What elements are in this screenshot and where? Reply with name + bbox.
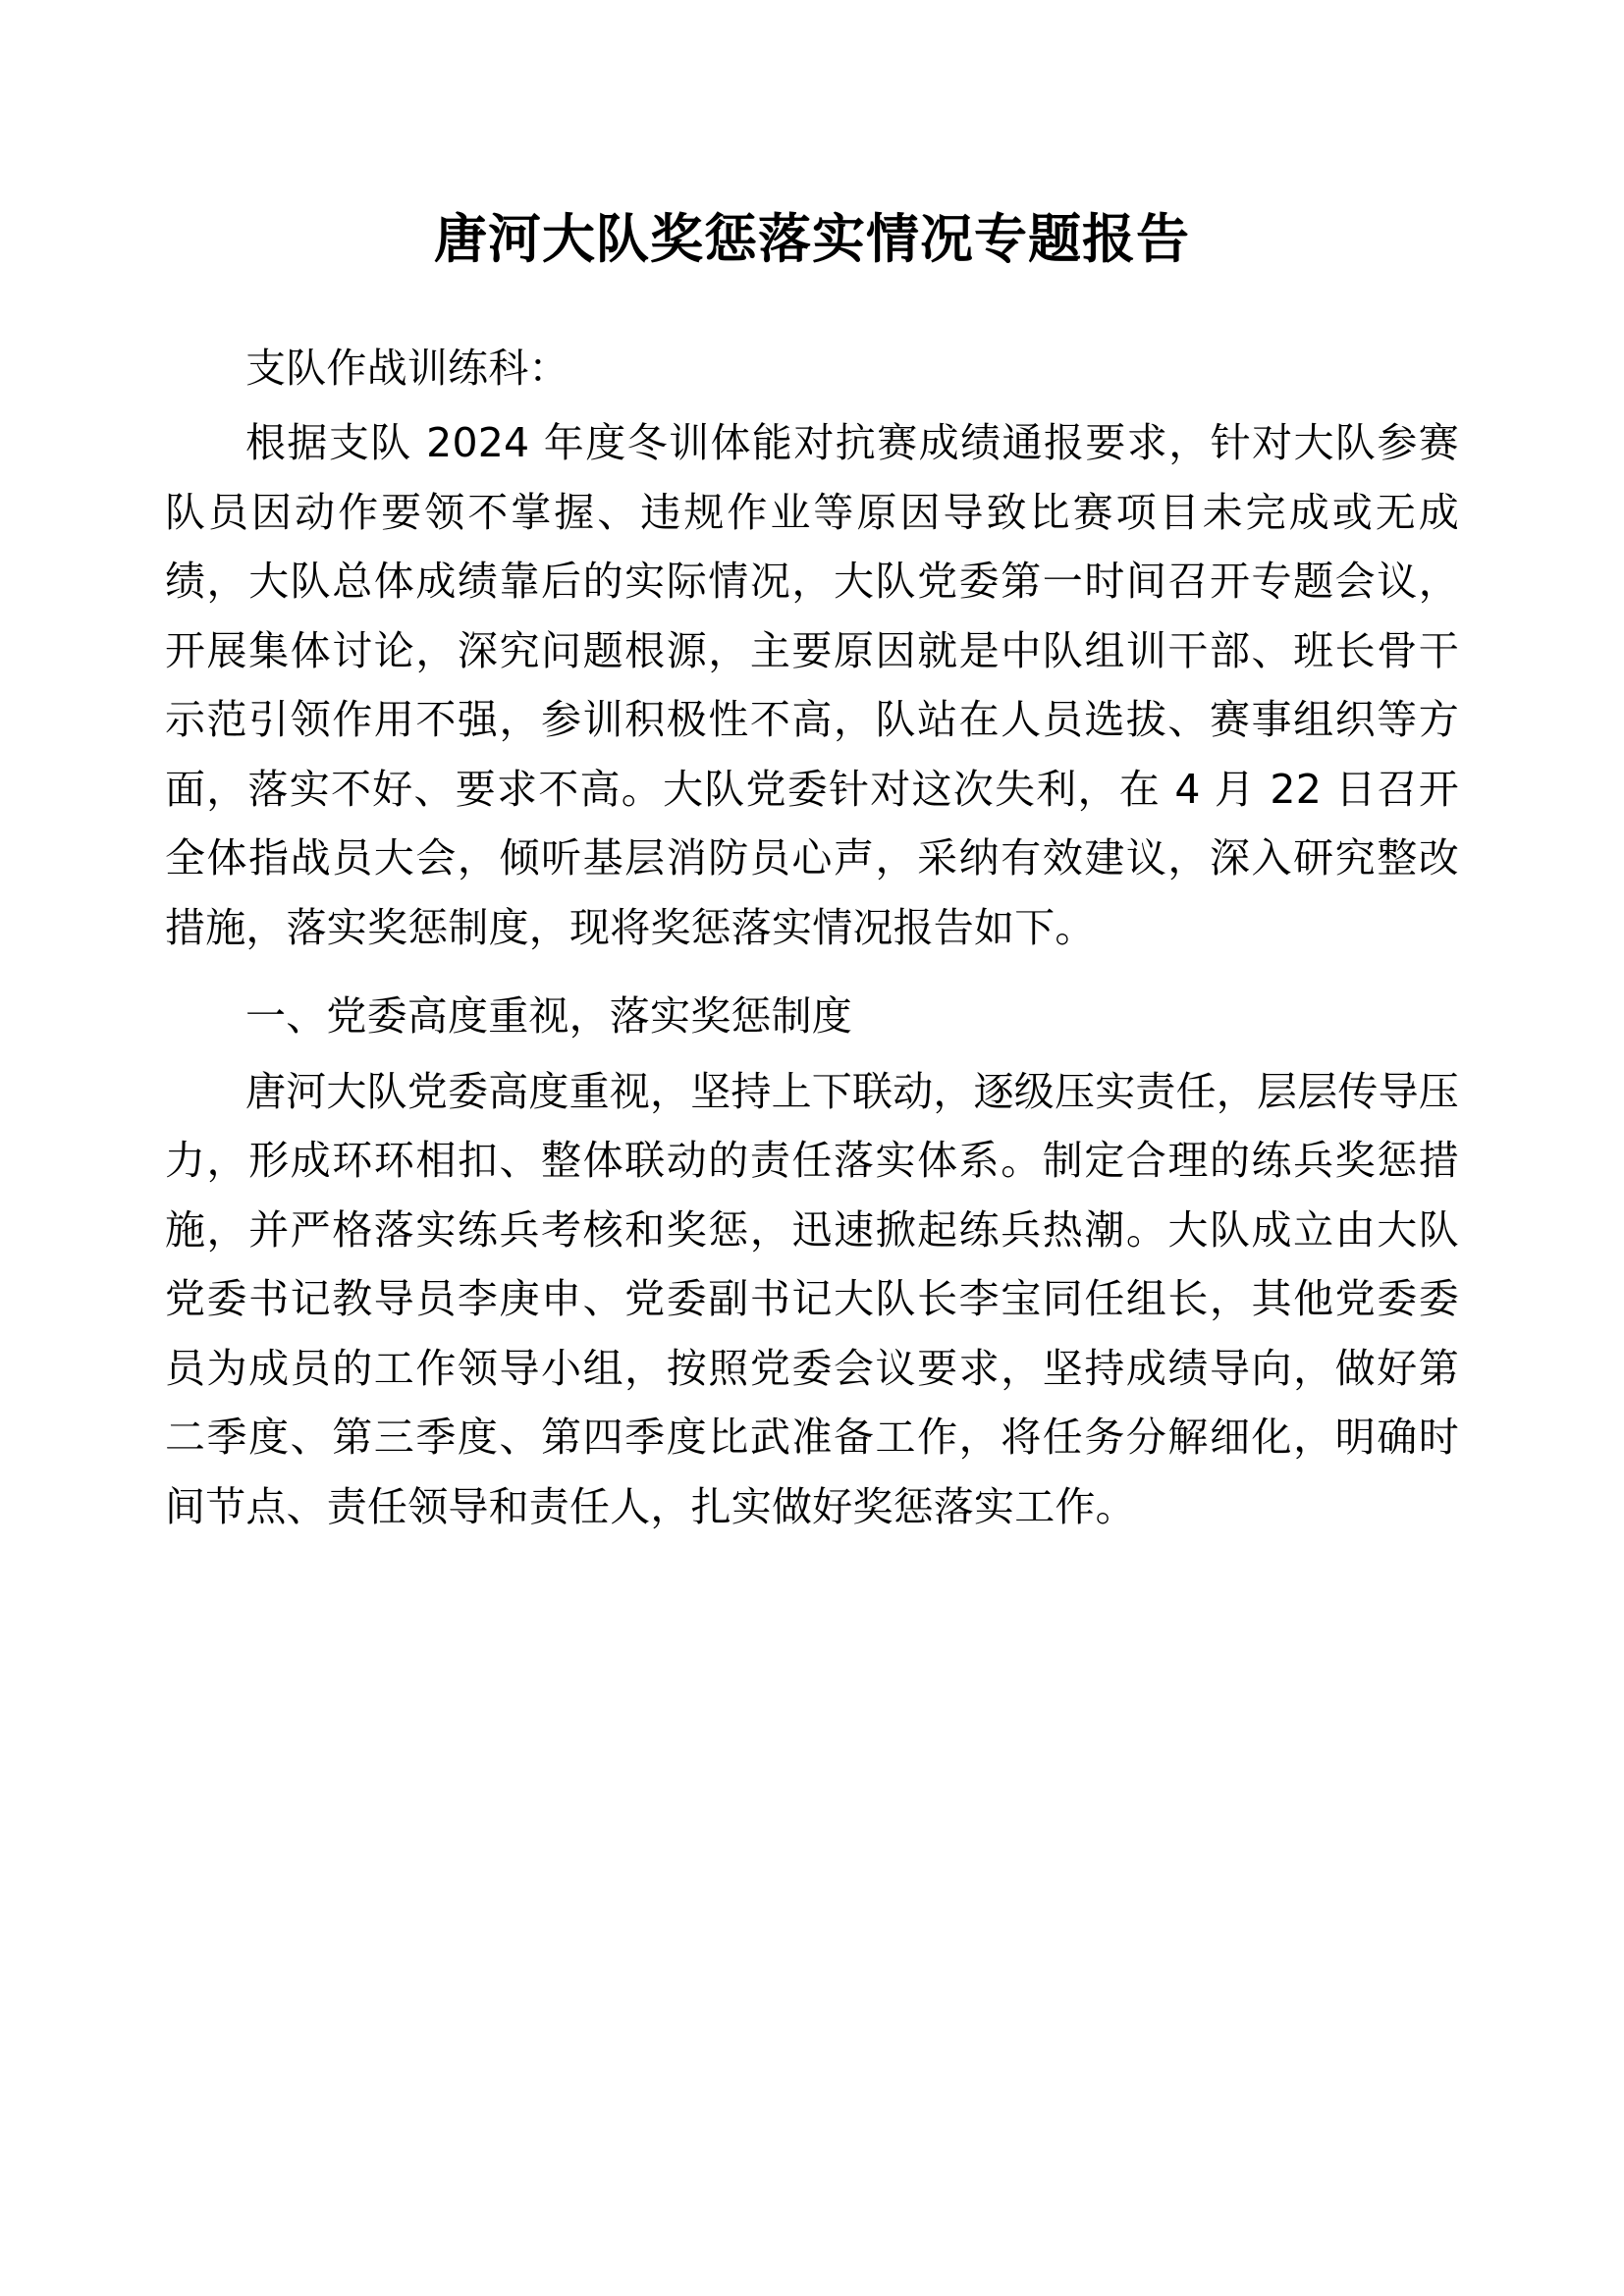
- page-title: 唐河大队奖惩落实情况专题报告: [434, 208, 1190, 270]
- section-one-body: 唐河大队党委高度重视，坚持上下联动，逐级压实责任，层层传导压力，形成环环相扣、整体联动的责任落实体系。制定合理的练兵奖惩措施，并严格落实练兵考核和奖惩，迅速掀起练兵热潮。大队成立由大队党委书记教导员李庚申、党委副书记大队长李宝同任组长，其他党委委员为成员的工作领导小组，按照党委会议要求，坚持成绩导向，做好第二季度、第三季度、第四季度比武准备工作，将任务分解细化，明确时间节点、责任领导和责任人，扎实做好奖惩落实工作。: [165, 1067, 1459, 1530]
- paragraph-spacer: [165, 968, 1459, 982]
- paragraph-addressee: 支队作战训练科：: [245, 344, 569, 392]
- paragraph-introduction: 根据支队 2024 年度冬训体能对抗赛成绩通报要求，针对大队参赛队员因动作要领不掌握、违规作业等原因导致比赛项目未完成或无成绩，大队总体成绩靠后的实际情况，大队党委第一时间召开专题会议，开展集体讨论，深究问题根源，主要原因就是中队组训干部、班长骨干示范引领作用不强，参训积极性不高，队站在人员选拔、赛事组织等方面，落实不好、要求不高。大队党委针对这次失利，在 4 月 22 日召开全体指战员大会，倾听基层消防员心声，采纳有效建议，深入研究整改措施，落实奖惩制度，现将奖惩落实情况报告如下。: [165, 419, 1459, 951]
- section-heading-one: 一、党委高度重视，落实奖惩制度: [245, 992, 852, 1041]
